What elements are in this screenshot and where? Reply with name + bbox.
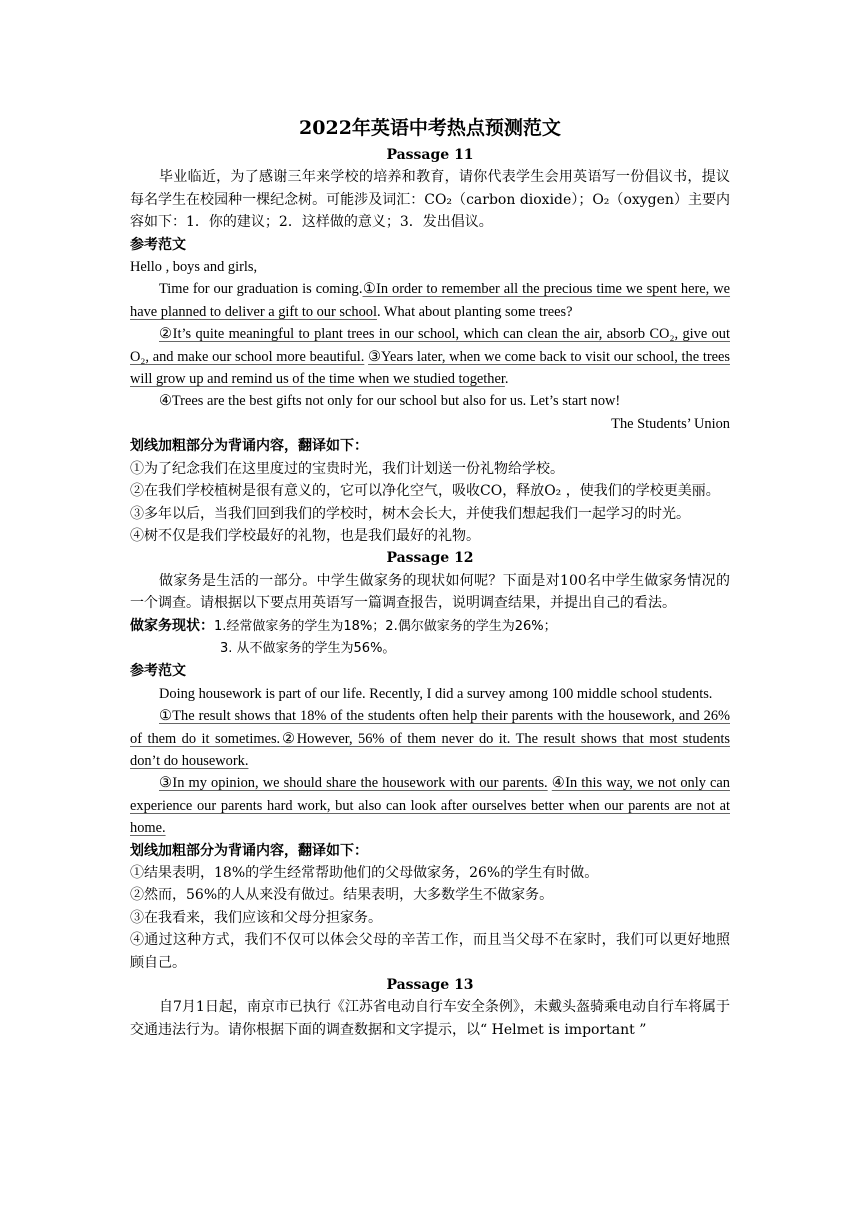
underlined-sentence: ②However, 56% of them never do it. The result shows that most students don’t do housework.	[130, 730, 730, 769]
passage-11	[130, 144, 730, 547]
document-page	[130, 112, 730, 1041]
passage-title: Passage 11	[386, 147, 474, 163]
underlined-sentence: ②It’s quite meaningful to plant trees in our school, which can clean the air, absorb CO₂, give out O₂, and make our school more beautiful.	[130, 326, 730, 365]
translation-line: ②在我们学校植树是很有意义的，它可以净化空气，吸收CO，释放O₂ ，使我们的学校更美丽。	[130, 483, 720, 500]
passage-title: Passage 12	[386, 550, 474, 567]
writing-prompt: 做家务是生活的一部分。中学生做家务的现状如何呢？下面是对100名中学生做家务情况的一个调查。请根据以下要点用英语写一篇调查报告，说明调查结果，并提出自己的看法。	[130, 572, 730, 612]
translation-line: ①结果表明，18%的学生经常帮助他们的父母做家务，26%的学生有时做。	[130, 865, 599, 881]
essay-paragraph: Doing housework is part of our life. Recently, I did a survey among 100 middle school students.	[159, 685, 713, 702]
essay-text: . What about planting some trees?	[376, 303, 573, 320]
writing-prompt: 毕业临近，为了感谢三年来学校的培养和教育，请你代表学生会用英语写一份倡议书，提议每名学生在校园种一棵纪念树。可能涉及词汇：CO₂（carbon dioxide）；O₂（oxygen）主要内容如下：1．你的建议；2．这样做的意义；3．发出倡议。	[130, 169, 730, 231]
letter-signature: The Students’ Union	[611, 415, 730, 432]
document-title: 2022年英语中考热点预测范文	[299, 117, 561, 139]
letter-greeting: Hello , boys and girls,	[130, 259, 258, 276]
essay-paragraph	[130, 772, 730, 839]
essay-paragraph	[130, 705, 730, 772]
writing-prompt: 自7月1日起，南京市已执行《江苏省电动自行车安全条例》，未戴头盔骑乘电动自行车将属于交通违法行为。请你根据下面的调查数据和文字提示，以“ Helmet is important ”	[130, 999, 730, 1038]
translation-line: ①为了纪念我们在这里度过的宝贵时光，我们计划送一份礼物给学校。	[130, 460, 564, 477]
essay-text: Time for our graduation is coming.	[159, 281, 363, 298]
passage-13	[130, 974, 730, 1041]
translation-line: ④树不仅是我们学校最好的礼物，也是我们最好的礼物。	[130, 527, 480, 544]
underlined-sentence: ①In order to remember all the precious time we spent here, we have planned to deliver a gift to our school	[130, 281, 731, 320]
stat-label: 做家务现状：	[130, 617, 214, 634]
passage-title: Passage 13	[386, 977, 474, 994]
essay-text: .	[504, 371, 509, 388]
translation-line: ④通过这种方式，我们不仅可以体会父母的辛苦工作，而且当父母不在家时，我们可以更好地照顾自己。	[130, 932, 730, 971]
stat-line	[130, 615, 730, 638]
underlined-sentence: ③In my opinion, we should share the housework with our parents.	[159, 775, 548, 792]
essay-paragraph	[130, 323, 730, 390]
reference-label: 参考范文	[130, 236, 186, 253]
essay-paragraph: ④Trees are the best gifts not only for our school but also for us. Let’s start now!	[159, 393, 621, 410]
underlined-sentence: ③Years later, when we come back to visit our school, the trees will grow up and remind us of the time when we studied together	[130, 348, 730, 388]
passage-12	[130, 547, 730, 974]
translation-line: ③在我看来，我们应该和父母分担家务。	[130, 909, 382, 926]
stat-line: 3. 从不做家务的学生为56%。	[220, 640, 396, 656]
translation-label: 划线加粗部分为背诵内容，翻译如下：	[130, 438, 368, 455]
translation-line: ②然而，56%的人从来没有做过。结果表明，大多数学生不做家务。	[130, 887, 554, 904]
translation-line: ③多年以后，当我们回到我们的学校时，树木会长大，并使我们想起我们一起学习的时光。	[130, 505, 690, 522]
essay-paragraph	[130, 278, 730, 323]
reference-label: 参考范文	[130, 663, 186, 680]
translation-label: 划线加粗部分为背诵内容，翻译如下：	[130, 842, 368, 859]
underlined-sentence: ①The result shows that 18% of the students often help their parents with the housework, and 26% of them do it sometimes.	[130, 708, 730, 747]
underlined-sentence: ④In this way, we not only can experience our parents hard work, but also can look after ourselves better when our parents are not at home.	[130, 775, 730, 837]
stat-text: 1.经常做家务的学生为18%；2.偶尔做家务的学生为26%；	[214, 618, 557, 634]
